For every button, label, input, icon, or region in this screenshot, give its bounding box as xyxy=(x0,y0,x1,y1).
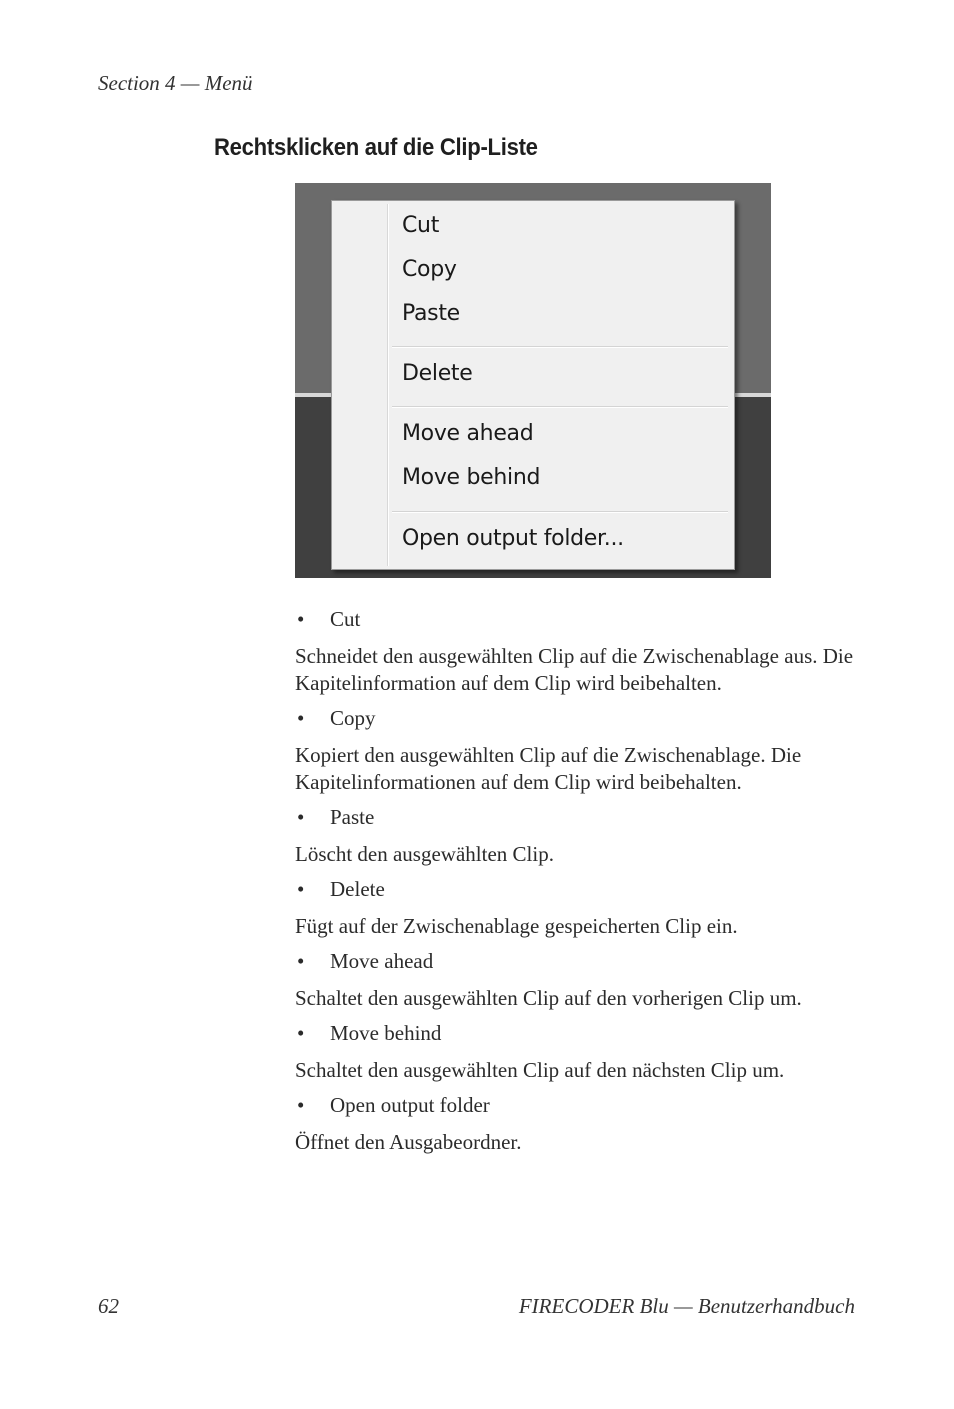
menu-item-move-ahead[interactable]: Move ahead xyxy=(402,421,534,446)
menu-separator xyxy=(392,406,728,408)
page-number: 62 xyxy=(98,1294,119,1318)
list-item xyxy=(295,606,855,633)
menu-separator xyxy=(392,511,728,513)
menu-item-open-output-folder[interactable]: Open output folder... xyxy=(402,526,624,551)
context-menu xyxy=(331,200,735,570)
bullet-label: Delete xyxy=(330,877,385,901)
menu-item-delete[interactable]: Delete xyxy=(402,361,473,386)
bullet-dot: • xyxy=(297,805,305,829)
running-head: Section 4 — Menü xyxy=(98,71,253,95)
book-title: FIRECODER Blu — Benutzerhandbuch xyxy=(518,1294,855,1318)
menu-icon-gutter xyxy=(387,204,389,566)
menu-item-copy[interactable]: Copy xyxy=(402,257,457,282)
entry-description: Schaltet den ausgewählten Clip auf den vorherigen Clip um. xyxy=(295,986,802,1010)
bullet-dot: • xyxy=(297,706,305,730)
bullet-dot: • xyxy=(297,949,305,973)
bullet-label: Open output folder xyxy=(330,1093,490,1117)
bullet-dot: • xyxy=(297,607,305,631)
context-menu-screenshot xyxy=(295,183,771,578)
entry-list xyxy=(295,606,855,1164)
section-title: Rechtsklicken auf die Clip-Liste xyxy=(214,134,538,161)
entry-description: Schaltet den ausgewählten Clip auf den nächsten Clip um. xyxy=(295,1058,785,1082)
menu-separator xyxy=(392,346,728,348)
list-item xyxy=(295,1092,855,1119)
entry-description: Schneidet den ausgewählten Clip auf die Zwischenablage aus. Die Kapitelinformation auf dem Clip wird beibehalten. xyxy=(295,644,854,695)
list-item xyxy=(295,705,855,732)
entry-description: Löscht den ausgewählten Clip. xyxy=(295,842,554,866)
bullet-dot: • xyxy=(297,1021,305,1045)
bullet-label: Paste xyxy=(330,805,375,829)
list-item xyxy=(295,1020,855,1047)
bullet-dot: • xyxy=(297,1093,305,1117)
menu-item-move-behind[interactable]: Move behind xyxy=(402,465,541,490)
bullet-label: Copy xyxy=(330,706,376,730)
list-item xyxy=(295,948,855,975)
entry-description: Öffnet den Ausgabeordner. xyxy=(295,1130,522,1154)
list-item xyxy=(295,804,855,831)
list-item xyxy=(295,876,855,903)
menu-item-paste[interactable]: Paste xyxy=(402,301,460,326)
entry-description: Fügt auf der Zwischenablage gespeicherten Clip ein. xyxy=(295,914,738,938)
bullet-label: Move ahead xyxy=(330,949,434,973)
menu-item-cut[interactable]: Cut xyxy=(402,213,440,238)
entry-description: Kopiert den ausgewählten Clip auf die Zwischenablage. Die Kapitelinformationen auf dem Clip wird beibehalten. xyxy=(295,743,802,794)
bullet-dot: • xyxy=(297,877,305,901)
bullet-label: Move behind xyxy=(330,1021,442,1045)
bullet-label: Cut xyxy=(330,607,361,631)
